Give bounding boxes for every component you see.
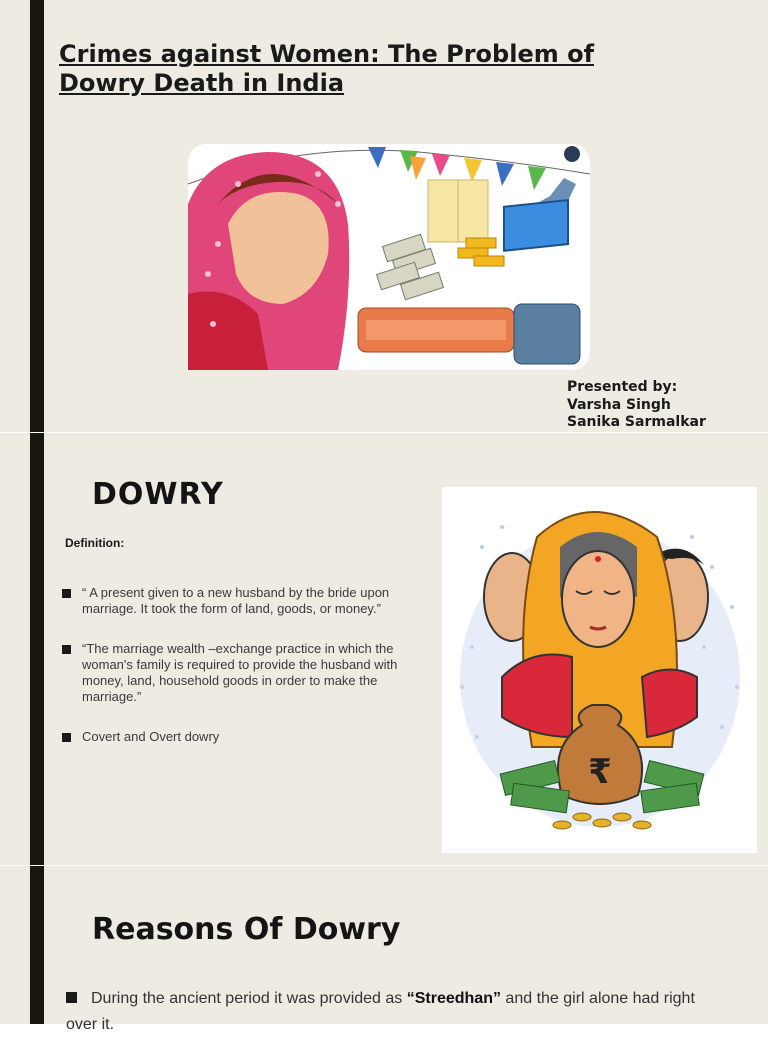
section-heading: DOWRY xyxy=(92,477,224,512)
list-item-text-cont: and the girl alone had right over it. xyxy=(66,990,695,1033)
slide-dowry xyxy=(0,433,768,865)
slide-title xyxy=(0,0,768,432)
dowry-illustration xyxy=(188,144,590,370)
definition-label: Definition: xyxy=(65,536,125,550)
section-heading: Reasons Of Dowry xyxy=(92,912,401,947)
slide-accent-bar xyxy=(30,866,44,1024)
bride-money-illustration xyxy=(442,487,757,853)
list-item xyxy=(62,585,422,617)
bullet-square-icon xyxy=(62,645,71,654)
list-item-text: During the ancient period it was provided as xyxy=(91,990,407,1007)
presenters-label: Presented by: xyxy=(567,379,678,395)
list-item xyxy=(62,641,422,705)
list-item-text: “ A present given to a new husband by the bride upon marriage. It took the form of land, goods, or money.” xyxy=(82,585,390,616)
presenter-name: Sanika Sarmalkar xyxy=(567,414,706,430)
list-item xyxy=(66,986,726,1038)
list-item-text: Covert and Overt dowry xyxy=(82,729,220,744)
presenters-block xyxy=(567,379,706,432)
slide-reasons xyxy=(0,866,768,1033)
presenter-name: Varsha Singh xyxy=(567,396,671,413)
page-title xyxy=(59,40,699,98)
title-line-2: Dowry Death in India xyxy=(59,69,345,97)
slide-accent-bar xyxy=(30,433,44,865)
bullet-square-icon xyxy=(62,733,71,742)
rupee-icon: ₹ xyxy=(588,752,612,792)
list-item xyxy=(62,729,422,745)
list-item-emphasis: “Streedhan” xyxy=(406,990,501,1007)
list-item-text: “The marriage wealth –exchange practice in which the woman's family is required to provide the husband with money, land, household goods in order to make the marriage.” xyxy=(82,641,398,704)
title-line-1: Crimes against Women: The Problem of xyxy=(59,40,595,68)
definition-list xyxy=(62,585,422,745)
bullet-square-icon xyxy=(66,992,77,1003)
slide-accent-bar xyxy=(30,0,44,432)
bullet-square-icon xyxy=(62,589,71,598)
